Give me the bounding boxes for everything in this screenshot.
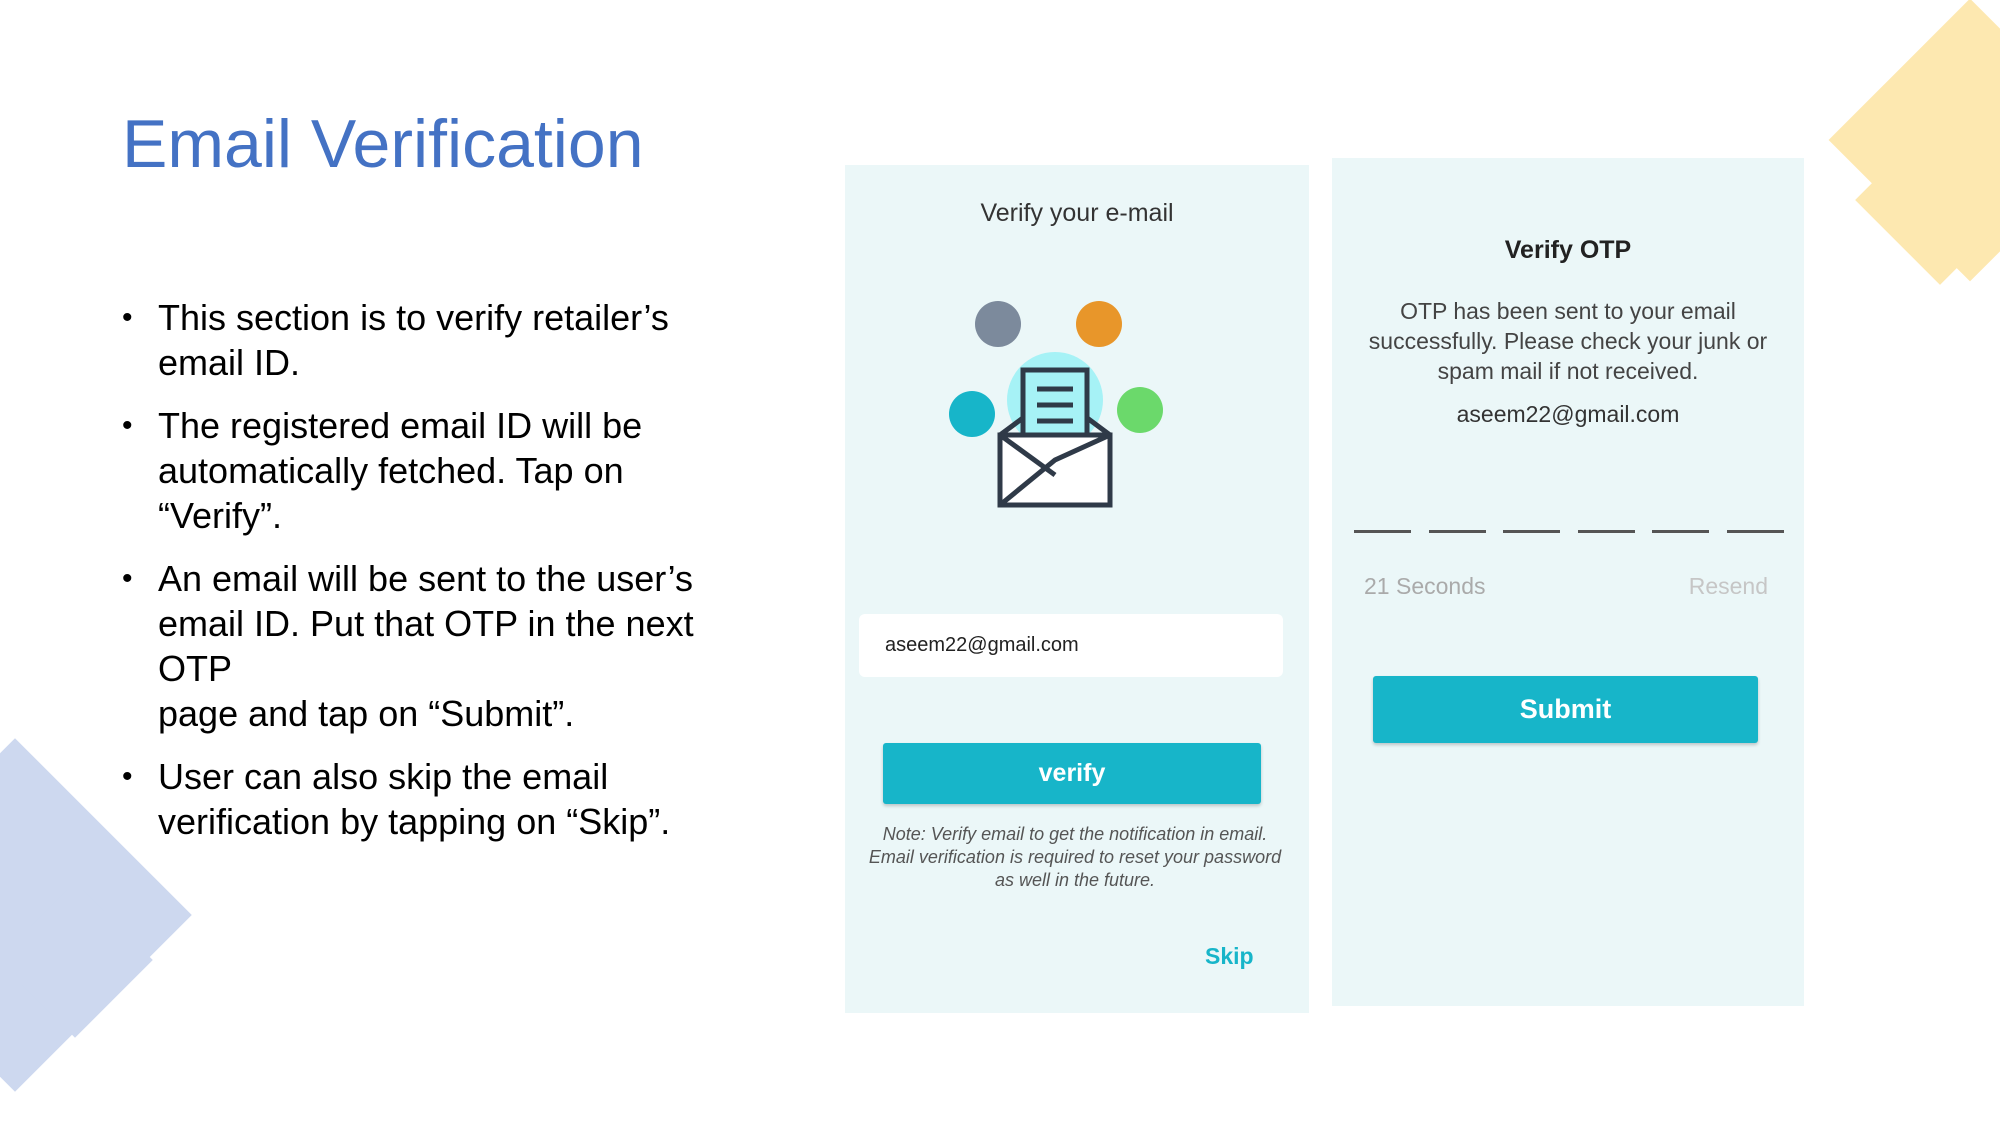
verify-email-screen — [845, 165, 1309, 1013]
bullet-text: An email will be sent to the user’s email ID. Put that OTP in the next OTP page and tap on “Submit”. — [158, 558, 694, 734]
skip-link[interactable]: Skip — [1205, 943, 1254, 969]
bullet-text: The registered email ID will be automatically fetched. Tap on “Verify”. — [158, 405, 643, 536]
envelope-with-letter-icon — [945, 290, 1205, 540]
bullet-list — [122, 295, 762, 862]
bullet-marker: • — [122, 562, 133, 595]
verify-otp-screen — [1332, 158, 1804, 1006]
otp-email: aseem22@gmail.com — [1456, 401, 1680, 427]
slide-title: Email Verification — [122, 106, 644, 182]
bullet-item — [122, 403, 762, 538]
bullet-marker: • — [122, 409, 133, 442]
verify-button[interactable]: verify — [883, 743, 1261, 804]
email-input[interactable] — [859, 614, 1283, 677]
bullet-item — [122, 556, 762, 736]
submit-button[interactable]: Submit — [1373, 676, 1758, 743]
bullet-marker: • — [122, 301, 133, 334]
bullet-text: User can also skip the email verification by tapping on “Skip”. — [158, 756, 671, 842]
verify-otp-title: Verify OTP — [1504, 236, 1632, 264]
verify-note: Note: Verify email to get the notification in email. Email verification is required to reset your password as well in the future. — [868, 824, 1282, 890]
resend-link[interactable]: Resend — [1688, 573, 1768, 599]
otp-digit-input[interactable] — [1503, 503, 1560, 533]
otp-digit-input[interactable] — [1652, 503, 1709, 533]
bullet-item — [122, 754, 762, 844]
verify-email-title: Verify your e-mail — [980, 199, 1174, 227]
bullet-item — [122, 295, 762, 385]
otp-digit-input[interactable] — [1429, 503, 1486, 533]
otp-input-group — [1354, 503, 1784, 533]
otp-sent-message: OTP has been sent to your email successfully. Please check your junk or spam mail if not received. — [1368, 298, 1768, 384]
otp-digit-input[interactable] — [1354, 503, 1411, 533]
otp-digit-input[interactable] — [1727, 503, 1784, 533]
countdown-timer: 21 Seconds — [1364, 573, 1486, 599]
bullet-marker: • — [122, 760, 133, 793]
bullet-text: This section is to verify retailer’s email ID. — [158, 297, 669, 383]
otp-digit-input[interactable] — [1578, 503, 1635, 533]
